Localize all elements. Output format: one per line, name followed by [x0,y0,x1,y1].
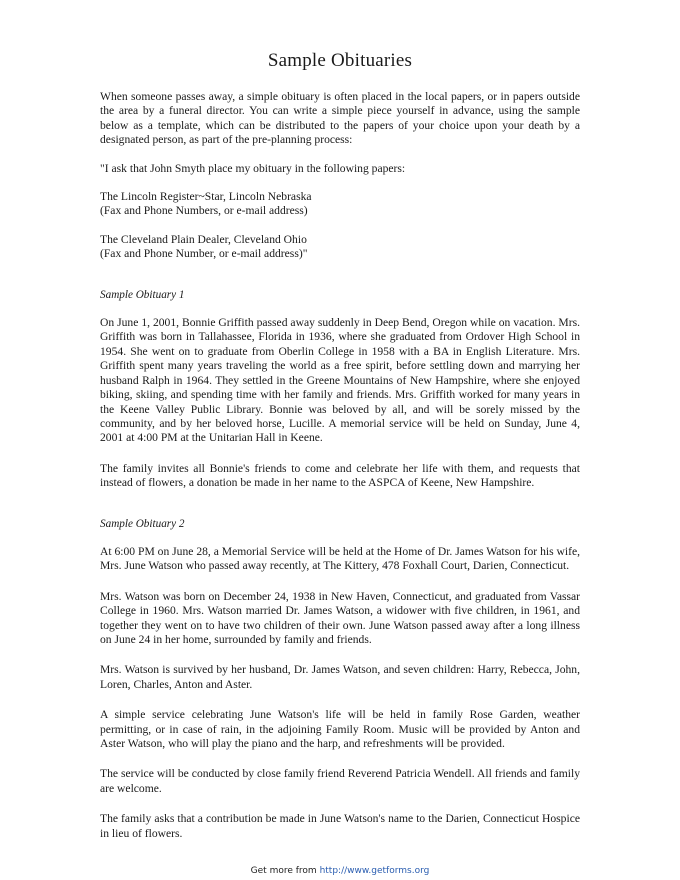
request-line: "I ask that John Smyth place my obituary in the following papers: [100,161,406,175]
document-page [100,50,580,841]
sample1-paragraph-2: The family invites all Bonnie's friends to come and celebrate her life with them, and requests that instead of flowers, a donation be made in her name to the ASPCA of Keene, New Hampshire. [100,461,580,490]
footer [0,866,680,876]
page-title: Sample Obituaries [267,50,413,71]
paper2-contact: (Fax and Phone Number, or e-mail address)" [100,247,308,261]
sample1-heading: Sample Obituary 1 [100,288,185,301]
paper1-name: The Lincoln Register~Star, Lincoln Nebraska [100,190,312,204]
sample2-paragraph-2: Mrs. Watson was born on December 24, 1938 in New Haven, Connecticut, and graduated from Vassar College in 1960. Mrs. Watson married Dr. James Watson, a widower with five children, in 1961, and together they went on to have two children of their own. June Watson passed away after a long illness on June 24 in her home, surrounded by family and friends. [100,589,580,646]
paper1-contact: (Fax and Phone Numbers, or e-mail address) [100,204,308,218]
footer-link[interactable]: http://www.getforms.org [319,866,430,876]
intro-paragraph: When someone passes away, a simple obituary is often placed in the local papers, or in papers outside the area by a funeral director. You can write a simple piece yourself in advance, using the sample below as a template, which can be distributed to the papers of your choice upon your death by a designated person, as part of the pre-planning process: [100,90,580,147]
sample2-paragraph-6: The family asks that a contribution be made in June Watson's name to the Darien, Connecticut Hospice in lieu of flowers. [100,812,580,840]
sample2-paragraph-5: The service will be conducted by close family friend Reverend Patricia Wendell. All friends and family are welcome. [100,767,580,795]
sample2-paragraph-1: At 6:00 PM on June 28, a Memorial Service will be held at the Home of Dr. James Watson for his wife, Mrs. June Watson who passed away recently, at The Kittery, 478 Foxhall Court, Darien, Connecticut. [100,544,580,573]
sample2-paragraph-4: A simple service celebrating June Watson's life will be held in family Rose Garden, weather permitting, or in case of rain, in the adjoining Family Room. Music will be provided by Anton and Aster Watson, who will play the piano and the harp, and refreshments will be provided. [100,708,580,750]
sample2-heading: Sample Obituary 2 [100,517,185,530]
sample2-paragraph-3: Mrs. Watson is survived by her husband, Dr. James Watson, and seven children: Harry, Rebecca, John, Loren, Charles, Anton and Aster. [100,663,580,691]
paper2-name: The Cleveland Plain Dealer, Cleveland Ohio [100,232,307,246]
footer-prefix: Get more from [250,866,320,876]
sample1-paragraph-1: On June 1, 2001, Bonnie Griffith passed away suddenly in Deep Bend, Oregon while on vacation. Mrs. Griffith was born in Tallahassee, Florida in 1936, where she graduated from Ordover High School in 1954. She went on to graduate from Oberlin College in 1958 with a BA in English Literature. Mrs. Griffith spent many years traveling the world as a free spirit, before settling down and marrying her husband Ralph in 1964. They settled in the Greene Mountains of New Hampshire, where she enjoyed biking, skiing, and spending time with her family and friends. Mrs. Griffith worked for many years in the Keene Valley Public Library. Bonnie was beloved by all, and will be sorely missed by the community, and by her beloved horse, Lucille. A memorial service will be held on Sunday, June 4, 2001 at 4:00 PM at the Unitarian Hall in Keene. [100,316,580,445]
